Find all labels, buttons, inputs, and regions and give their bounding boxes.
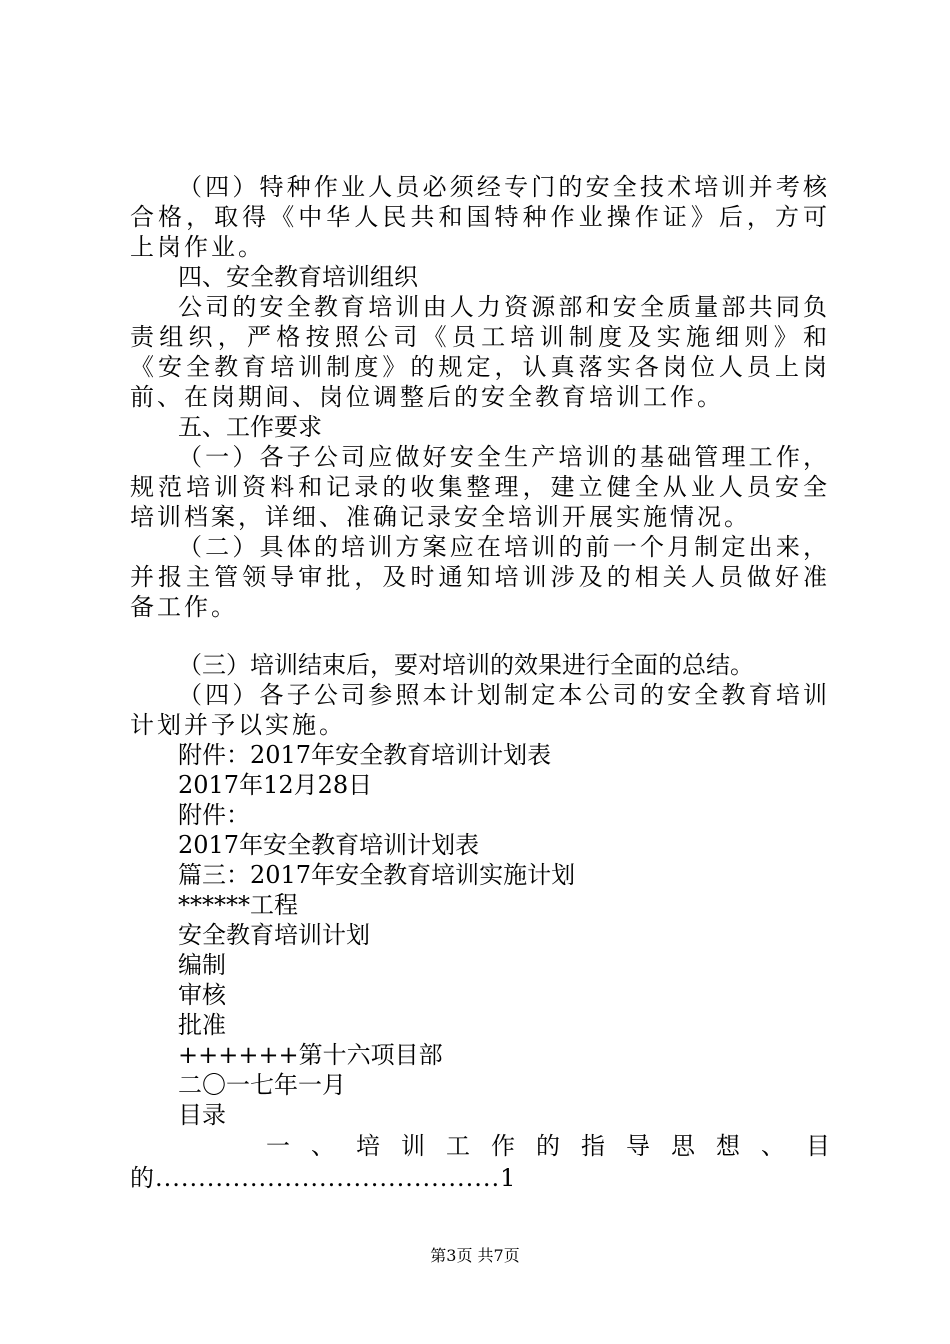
- chapter-title: 篇三：2017年安全教育培训实施计划: [178, 861, 576, 889]
- document-body: [130, 172, 830, 1194]
- compiled-by-label: 编制: [178, 951, 226, 979]
- toc-char: 的: [536, 1132, 560, 1160]
- toc-entry-1-line2: 的........................................1: [130, 1164, 517, 1192]
- toc-char: 想: [716, 1132, 740, 1160]
- attachment-title: 2017年安全教育培训计划表: [178, 831, 480, 859]
- date-line: 2017年12月28日: [178, 771, 373, 799]
- paragraph-special-operations: （四）特种作业人员必须经专门的安全技术培训并考核合格，取得《中华人民共和国特种作业操作证》后，方可上岗作业。: [130, 173, 830, 261]
- toc-char: 导: [626, 1132, 650, 1160]
- toc-char: 工: [446, 1132, 470, 1160]
- project-name: ******工程: [178, 891, 298, 919]
- reviewed-by-label: 审核: [178, 981, 226, 1009]
- section-heading-4: 四、安全教育培训组织: [178, 263, 418, 291]
- toc-char: 思: [671, 1132, 695, 1160]
- toc-char: 培: [356, 1132, 380, 1160]
- attachment-line: 附件：2017年安全教育培训计划表: [178, 741, 552, 769]
- toc-char: 指: [581, 1132, 605, 1160]
- toc-char: 一: [266, 1132, 290, 1160]
- toc-entry-1-line1: [130, 1130, 830, 1162]
- toc-char: 作: [491, 1132, 515, 1160]
- paragraph-requirement-4: （四）各子公司参照本计划制定本公司的安全教育培训计划并予以实施。: [130, 681, 830, 739]
- department-name: ++++++第十六项目部: [178, 1041, 443, 1069]
- section-heading-5: 五、工作要求: [178, 413, 322, 441]
- spacer: [130, 622, 830, 650]
- plan-title: 安全教育培训计划: [178, 921, 370, 949]
- paragraph-organization: 公司的安全教育培训由人力资源部和安全质量部共同负责组织，严格按照公司《员工培训制度及实施细则》和《安全教育培训制度》的规定，认真落实各岗位人员上岗前、在岗期间、岗位调整后的安全教育培训工作。: [130, 293, 830, 411]
- paragraph-requirement-3: （三）培训结束后，要对培训的效果进行全面的总结。: [178, 651, 754, 679]
- approved-by-label: 批准: [178, 1011, 226, 1039]
- paragraph-requirement-1: （一）各子公司应做好安全生产培训的基础管理工作，规范培训资料和记录的收集整理，建立健全从业人员安全培训档案，详细、准确记录安全培训开展实施情况。: [130, 443, 830, 531]
- toc-char: 、: [311, 1132, 335, 1160]
- toc-heading: 目录: [178, 1101, 226, 1129]
- toc-char: 目: [806, 1132, 830, 1160]
- toc-char: 、: [761, 1132, 785, 1160]
- plan-date: 二〇一七年一月: [178, 1071, 346, 1099]
- page-footer: 第3页 共7页: [430, 1246, 520, 1265]
- paragraph-requirement-2: （二）具体的培训方案应在培训的前一个月制定出来，并报主管领导审批，及时通知培训涉及的相关人员做好准备工作。: [130, 533, 830, 621]
- toc-char: 训: [401, 1132, 425, 1160]
- attachment-label: 附件：: [178, 801, 250, 829]
